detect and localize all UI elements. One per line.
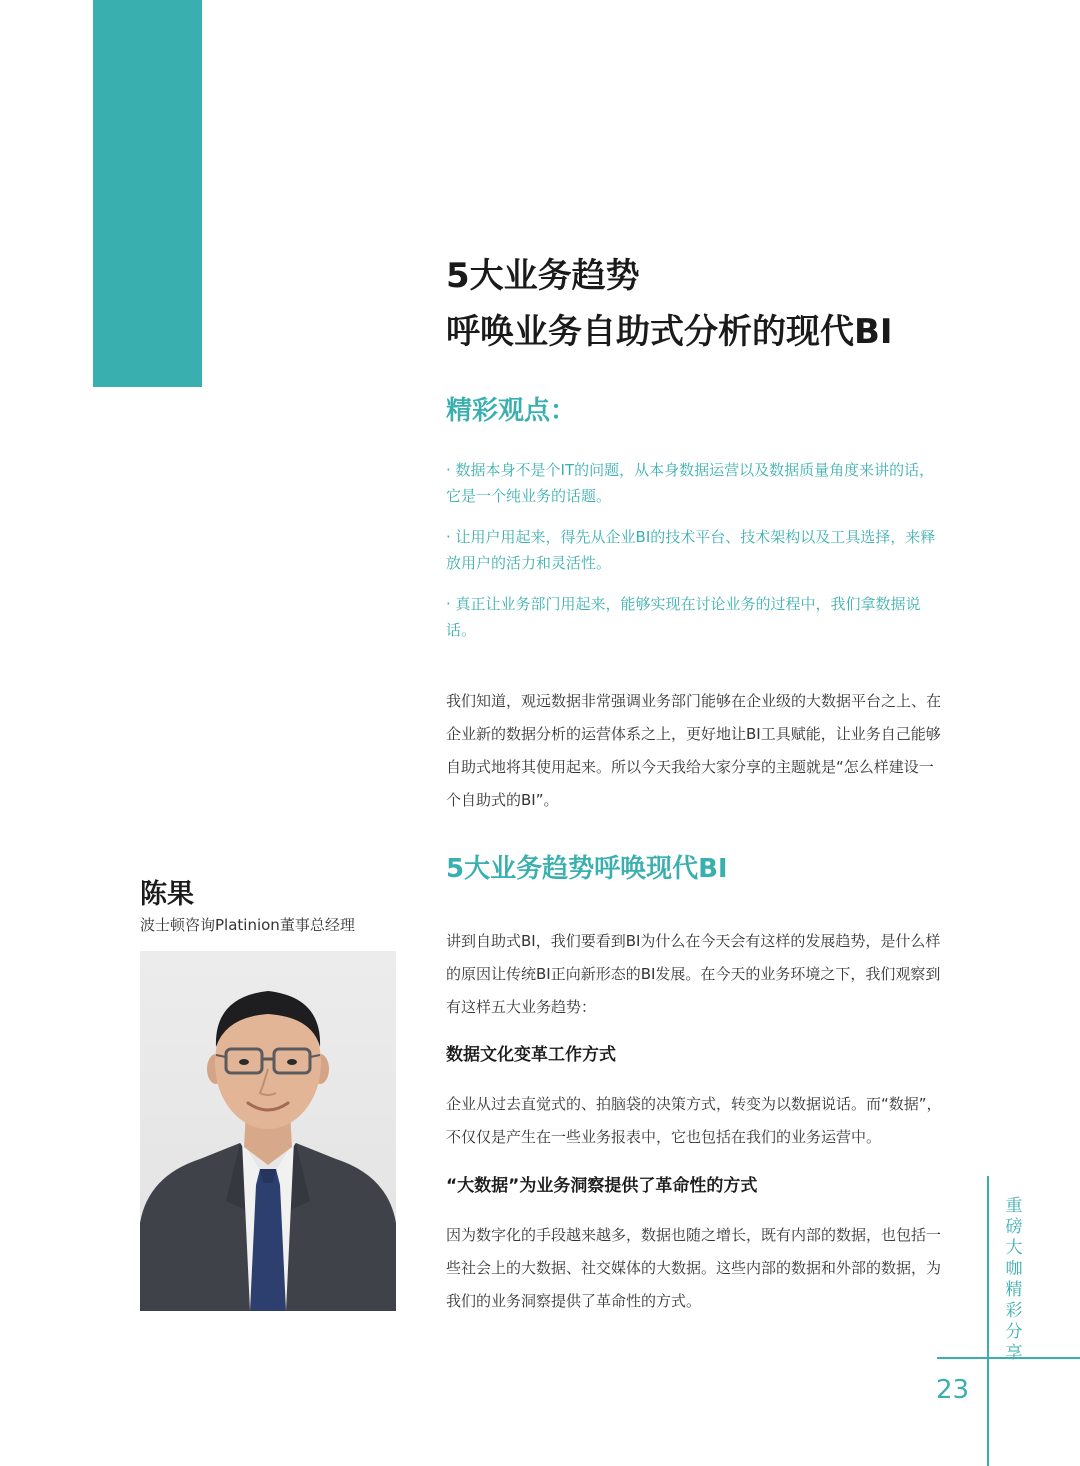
highlight-item: · 真正让业务部门用起来，能够实现在讨论业务的过程中，我们拿数据说话。: [446, 595, 921, 639]
highlight-item: · 数据本身不是个IT的问题，从本身数据运营以及数据质量角度来讲的话，它是一个纯业务的话题。: [446, 461, 935, 505]
bigdata-subheading: “大数据”为业务洞察提供了革命性的方式: [446, 1176, 758, 1196]
speaker-portrait: [140, 951, 396, 1311]
speaker-title: 波士顿咨询Platinion董事总经理: [140, 916, 355, 934]
section-side-label: 重磅大咖精彩分享: [1005, 1196, 1023, 1363]
title-line-1: 5大业务趋势: [446, 256, 640, 296]
highlights-list: [446, 457, 946, 658]
bigdata-paragraph: 因为数字化的手段越来越多，数据也随之增长，既有内部的数据，也包括一些社会上的大数据、社交媒体的大数据。这些内部的数据和外部的数据，为我们的业务洞察提供了革命性的方式。: [446, 1226, 942, 1310]
speaker-name: 陈果: [140, 879, 194, 910]
trends-heading: 5大业务趋势呼唤现代BI: [446, 854, 728, 884]
culture-subheading: 数据文化变革工作方式: [446, 1045, 616, 1065]
intro-paragraph: 我们知道，观远数据非常强调业务部门能够在企业级的大数据平台之上、在企业新的数据分析的运营体系之上，更好地让BI工具赋能，让业务自己能够自助式地将其使用起来。所以今天我给大家分享的主题就是“怎么样建设一个自助式的BI”。: [446, 692, 942, 809]
accent-bar: [93, 0, 202, 387]
article-title: [446, 248, 1046, 360]
highlight-item: · 让用户用起来，得先从企业BI的技术平台、技术架构以及工具选择，来释放用户的活力和灵活性。: [446, 528, 936, 572]
side-vertical-rule: [987, 1176, 989, 1466]
title-line-2: 呼唤业务自助式分析的现代BI: [446, 312, 893, 352]
portrait-illustration: [140, 951, 396, 1311]
trends-intro-paragraph: 讲到自助式BI，我们要看到BI为什么在今天会有这样的发展趋势，是什么样的原因让传统BI正向新形态的BI发展。在今天的业务环境之下，我们观察到有这样五大业务趋势：: [446, 932, 941, 1016]
culture-paragraph: 企业从过去直觉式的、拍脑袋的决策方式，转变为以数据说话。而“数据”，不仅仅是产生在一些业务报表中，它也包括在我们的业务运营中。: [446, 1095, 942, 1146]
highlights-heading: 精彩观点：: [446, 396, 577, 426]
page-number: 23: [936, 1375, 970, 1405]
